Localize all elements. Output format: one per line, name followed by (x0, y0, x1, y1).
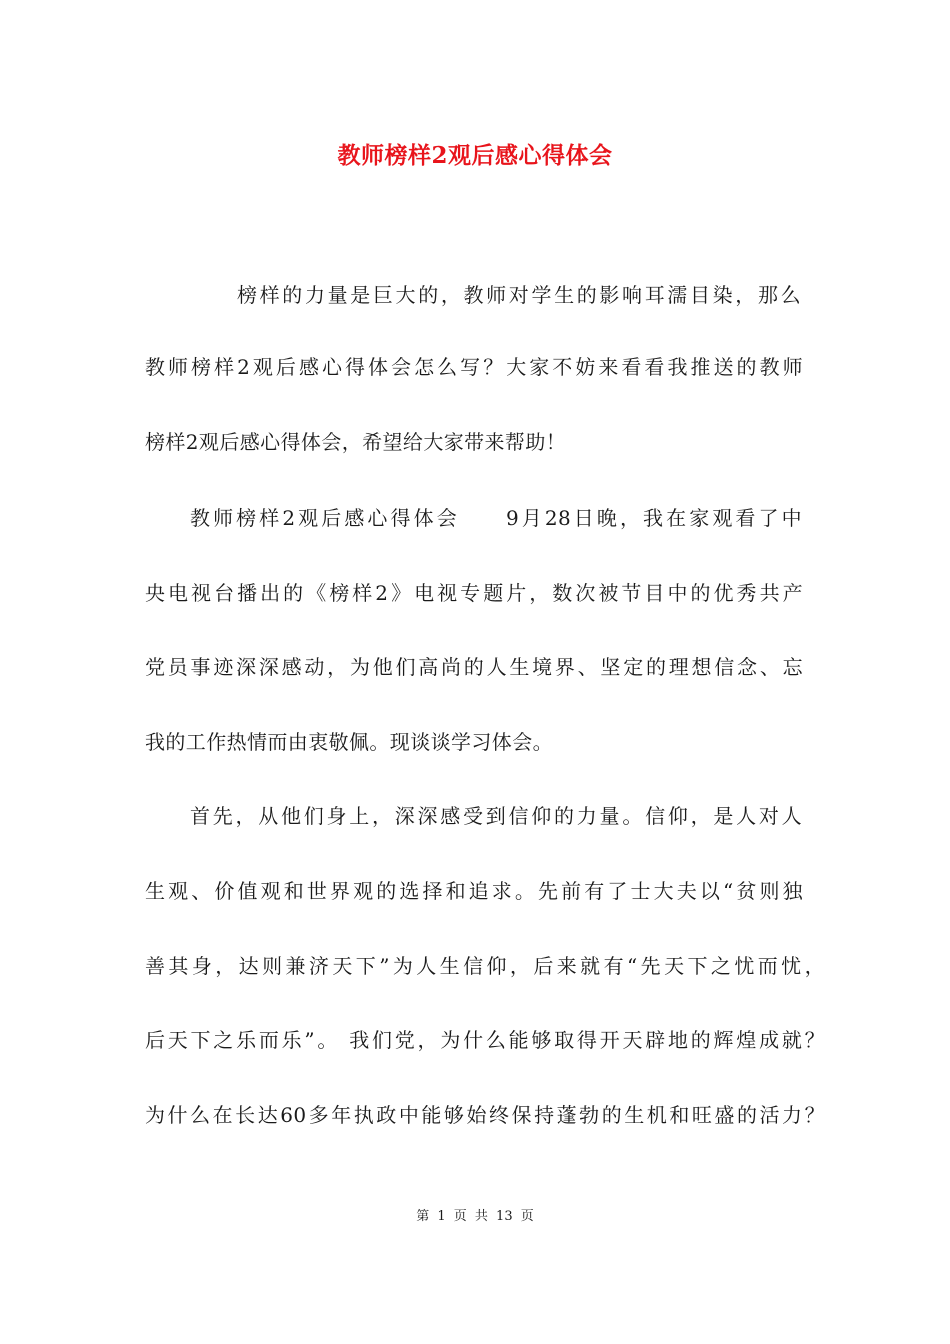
body-line-2: 教师榜样2观后感心得体会怎么写？大家不妨来看看我推送的教师 (145, 355, 803, 379)
body-line-3: 榜样2观后感心得体会，希望给大家带来帮助！ (145, 430, 567, 454)
body-line-5: 央电视台播出的《榜样2》电视专题片，数次被节目中的优秀共产 (145, 581, 803, 605)
body-line-4: 教师榜样2观后感心得体会 9月28日晚，我在家观看了中 (190, 506, 802, 530)
body-line-11: 后天下之乐而乐”。 我们党，为什么能够取得开天辟地的辉煌成就？ (145, 1028, 825, 1052)
body-line-12: 为什么在长达60多年执政中能够始终保持蓬勃的生机和旺盛的活力？ (145, 1103, 825, 1127)
document-title: 教师榜样2观后感心得体会 (337, 142, 613, 169)
body-line-7: 我的工作热情而由衷敬佩。现谈谈学习体会。 (145, 730, 553, 754)
body-line-9: 生观、价值观和世界观的选择和追求。先前有了士大夫以“贫则独 (145, 879, 803, 903)
body-line-1: 榜样的力量是巨大的，教师对学生的影响耳濡目染，那么 (237, 283, 801, 307)
body-line-8: 首先，从他们身上，深深感受到信仰的力量。信仰，是人对人 (190, 804, 802, 828)
body-line-6: 党员事迹深深感动，为他们高尚的人生境界、坚定的理想信念、忘 (145, 655, 803, 679)
body-line-10: 善其身，达则兼济天下”为人生信仰，后来就有“先天下之忧而忧， (145, 954, 825, 978)
page-footer: 第 1 页 共 13 页 (416, 1209, 534, 1224)
